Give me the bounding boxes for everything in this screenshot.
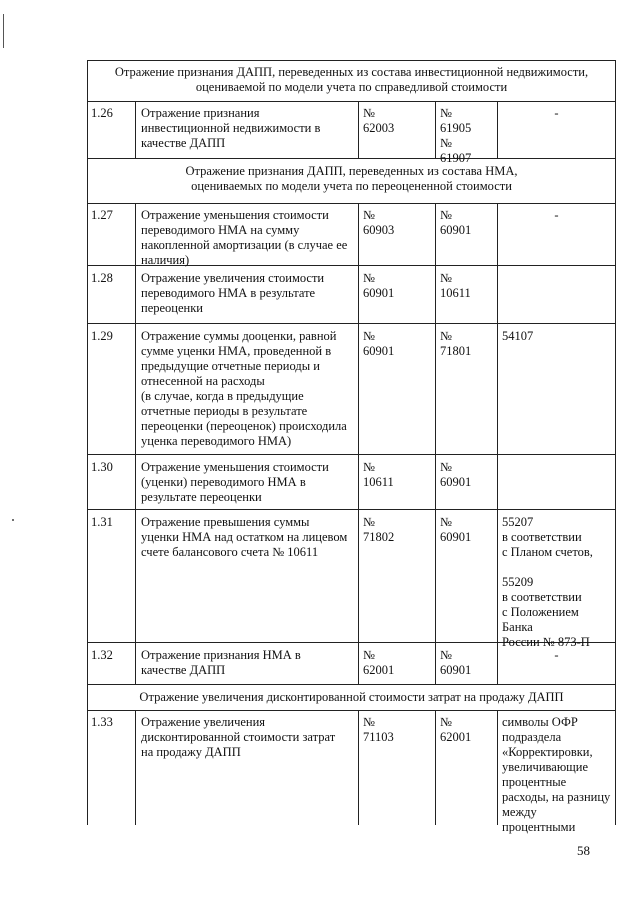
ofr-symbol: - [554,648,559,662]
row-description: Отражение признания инвестиционной недвижимости в качестве ДАПП [141,106,321,150]
debit-account: № 62003 [363,106,395,135]
table-rule [87,684,616,685]
left-edge-mark [3,14,4,48]
row-description: Отражение увеличения дисконтированной стоимости затрат на продажу ДАПП [141,715,336,759]
table-rule [358,101,359,158]
row-description: Отражение признания НМА в качестве ДАПП [141,648,301,677]
section-heading: Отражение увеличения дисконтированной стоимости затрат на продажу ДАПП [139,690,564,704]
ofr-symbol: символы ОФР подраздела «Корректировки, увеличивающие процентные расходы, на разницу между процентными [502,715,611,834]
scan-speck [12,519,14,521]
row-number: 1.33 [91,715,113,729]
row-number: 1.26 [91,106,113,120]
ofr-symbol: - [554,106,559,120]
row-number: 1.29 [91,329,113,343]
page-number: 58 [577,843,590,858]
table-rule [87,158,616,159]
credit-account: № 62001 [440,715,472,744]
table-rule [135,710,136,825]
row-number: 1.31 [91,515,113,529]
row-number: 1.27 [91,208,113,222]
table-rule [615,60,616,825]
table-rule [135,101,136,158]
row-number: 1.32 [91,648,113,662]
credit-account: № 60901 [440,208,472,237]
section-heading: Отражение признания ДАПП, переведенных из состава НМА, оцениваемых по модели учета по переоцененной стоимости [185,164,518,193]
row-description: Отражение увеличения стоимости переводимого НМА в результате переоценки [141,271,325,315]
credit-account: № 10611 [440,271,471,300]
section-heading: Отражение признания ДАПП, переведенных из состава инвестиционной недвижимости, оцениваемой по модели учета по справедливой стоимости [114,65,589,94]
table-rule [87,60,616,61]
table-rule [87,710,616,711]
table-rule [358,710,359,825]
credit-account: № 71801 [440,329,472,358]
table-rule [497,101,498,158]
table-rule [435,101,436,158]
debit-account: № 71103 [363,715,394,744]
row-description: Отражение суммы дооценки, равной сумме уценки НМА, проведенной в предыдущие отчетные периоды и отнесенной на расходы (в случае, когда в предыдущие отчетные периоды в результате переоценки (переоценок) происходила уценка переводимого НМА) [141,329,347,448]
ofr-symbol: 55207 в соответствии с Планом счетов, 55209 в соответствии с Положением Банка России № 873-П [502,515,593,649]
credit-account: № 60901 [440,460,472,489]
row-number: 1.28 [91,271,113,285]
debit-account: № 60901 [363,271,395,300]
row-number: 1.30 [91,460,113,474]
row-description: Отражение превышения суммы уценки НМА над остатком на лицевом счете балансового счета № 10611 [141,515,348,559]
table-rule [497,203,498,684]
table-rule [435,710,436,825]
table-rule [135,203,136,684]
debit-account: № 62001 [363,648,395,677]
debit-account: № 60903 [363,208,395,237]
debit-account: № 10611 [363,460,394,489]
credit-account: № 60901 [440,648,472,677]
table-rule [87,454,616,455]
credit-account: № 61905 № 61907 [440,106,472,165]
table-rule [435,203,436,684]
table-rule [87,203,616,204]
table-rule [497,710,498,825]
debit-account: № 60901 [363,329,395,358]
table-rule [358,203,359,684]
ofr-symbol: 54107 [502,329,534,343]
table-rule [87,323,616,324]
ofr-symbol: - [554,208,559,222]
row-description: Отражение уменьшения стоимости переводимого НМА на сумму накопленной амортизации (в случае ее наличия) [141,208,348,267]
table-rule [87,101,616,102]
row-description: Отражение уменьшения стоимости (уценки) переводимого НМА в результате переоценки [141,460,329,504]
table-rule [87,509,616,510]
debit-account: № 71802 [363,515,395,544]
credit-account: № 60901 [440,515,472,544]
